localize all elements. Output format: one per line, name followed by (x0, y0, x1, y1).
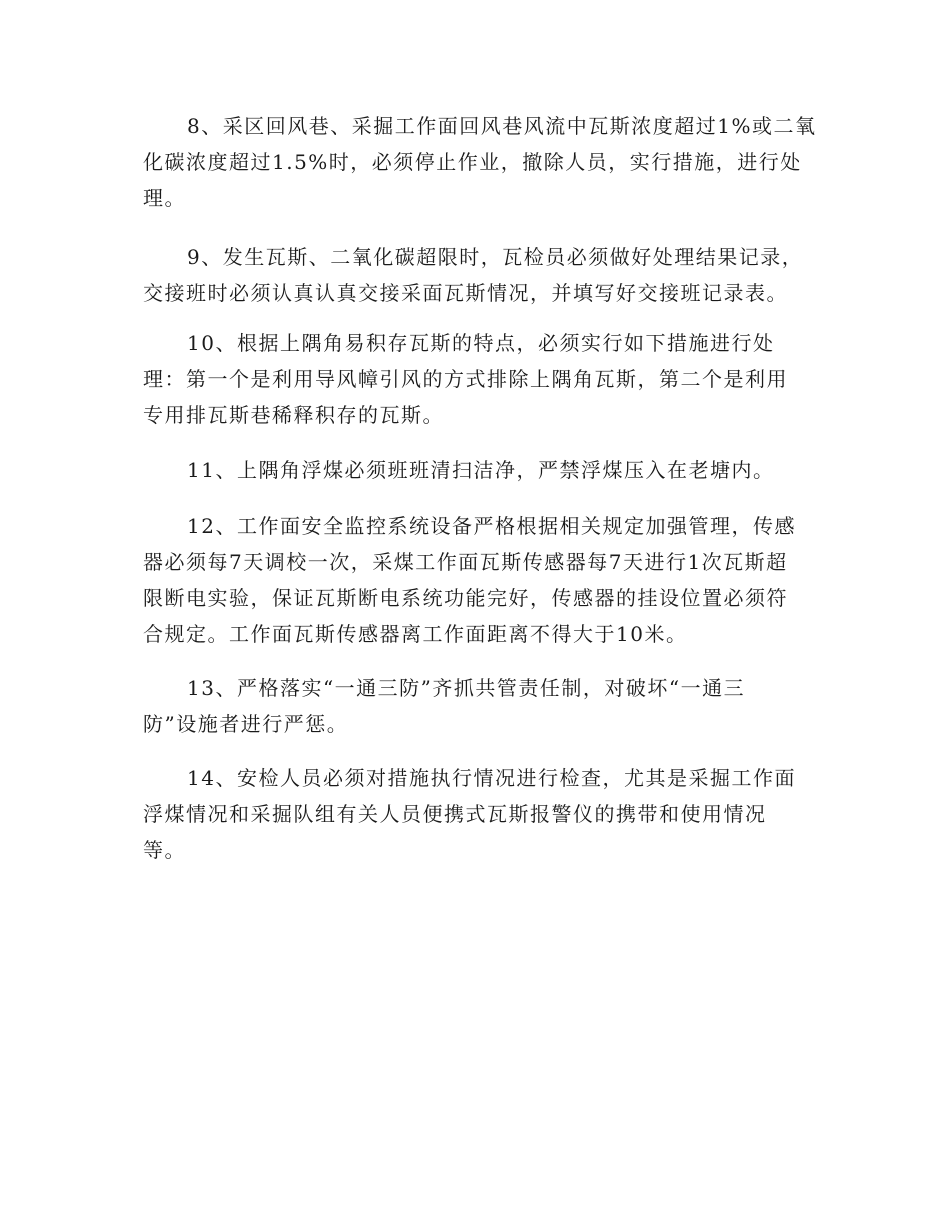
paragraph-line: 9、发生瓦斯、二氧化碳超限时，瓦检员必须做好处理结果记录， (187, 245, 804, 269)
paragraph-line: 10、根据上隅角易积存瓦斯的特点，必须实行如下措施进行处 (187, 331, 775, 355)
paragraph-line: 器必须每7天调校一次，采煤工作面瓦斯传感器每7天进行1次瓦斯超 (143, 550, 788, 574)
paragraph-12 (143, 508, 796, 652)
paragraph-10 (143, 325, 788, 433)
paragraph-line: 专用排瓦斯巷稀释积存的瓦斯。 (143, 403, 444, 427)
paragraph-line: 8、采区回风巷、采掘工作面回风巷风流中瓦斯浓度超过1%或二氧 (187, 114, 817, 138)
paragraph-8 (143, 108, 816, 216)
paragraph-line: 理。 (143, 186, 186, 210)
paragraph-line: 化碳浓度超过1.5%时，必须停止作业，撤除人员，实行措施，进行处 (143, 150, 802, 174)
paragraph-line: 11、上隅角浮煤必须班班清扫洁净，严禁浮煤压入在老塘内。 (187, 458, 775, 482)
paragraph-line: 防”设施者进行严惩。 (143, 712, 349, 736)
paragraph-line: 等。 (143, 838, 186, 862)
paragraph-line: 浮煤情况和采掘队组有关人员便携式瓦斯报警仪的携带和使用情况 (143, 802, 767, 826)
paragraph-line: 交接班时必须认真认真交接采面瓦斯情况，并填写好交接班记录表。 (143, 281, 788, 305)
paragraph-line: 合规定。工作面瓦斯传感器离工作面距离不得大于10米。 (143, 622, 688, 646)
paragraph-11 (143, 452, 774, 488)
paragraph-line: 限断电实验，保证瓦斯断电系统功能完好，传感器的挂设位置必须符 (143, 586, 788, 610)
paragraph-line: 12、工作面安全监控系统设备严格根据相关规定加强管理，传感 (187, 514, 796, 538)
paragraph-13 (143, 670, 745, 742)
paragraph-14 (143, 760, 796, 868)
paragraph-line: 理：第一个是利用导风幛引风的方式排除上隅角瓦斯，第二个是利用 (143, 367, 788, 391)
paragraph-line: 13、严格落实“一通三防”齐抓共管责任制，对破坏“一通三 (187, 676, 746, 700)
paragraph-9 (143, 239, 803, 311)
paragraph-line: 14、安检人员必须对措施执行情况进行检查，尤其是采掘工作面 (187, 766, 796, 790)
